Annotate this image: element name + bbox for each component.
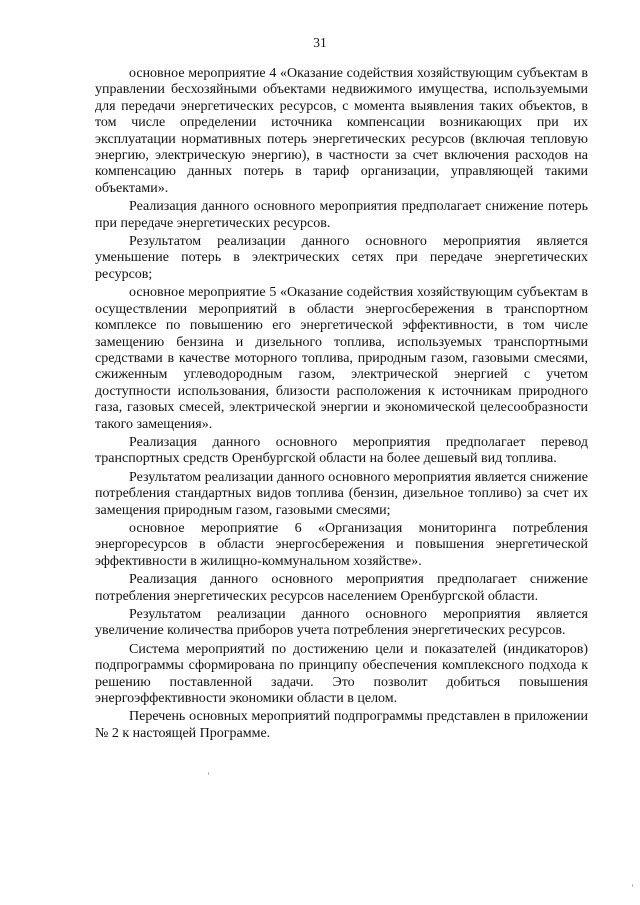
paragraph-measure-4-implementation: Реализация данного основного мероприятия предполагает снижение потерь при передаче энергетических ресурсов. [95, 199, 588, 231]
paragraph-system-of-measures: Система мероприятий по достижению цели и показателей (индикаторов) подпрограммы сформирована по принципу обеспечения комплексного подхода к решению поставленной задачи. Это позволит добиться повышения энергоэффективности экономики области в целом. [95, 641, 588, 707]
paragraph-measure-6-result: Результатом реализации данного основного мероприятия является увеличение количества приборов учета потребления энергетических ресурсов. [95, 607, 588, 639]
paragraph-measure-5-implementation: Реализация данного основного мероприятия предполагает перевод транспортных средств Оренбургской области на более дешевый вид топлива. [95, 434, 588, 467]
paragraph-measure-5-result: Результатом реализации данного основного мероприятия является снижение потребления стандартных видов топлива (бензин, дизельное топливо) за счет их замещения природным газом, газовыми смесями; [95, 469, 588, 518]
scan-speck [208, 772, 209, 775]
paragraph-measure-6-implementation: Реализация данного основного мероприятия предполагает снижение потребления энергетических ресурсов населением Оренбургской области. [95, 572, 588, 604]
paragraph-list-of-measures: Перечень основных мероприятий подпрограммы представлен в приложении № 2 к настоящей Программе. [95, 709, 588, 741]
page-number: 31 [313, 35, 327, 50]
paragraph-measure-4-result: Результатом реализации данного основного мероприятия является уменьшение потерь в электрических сетях при передаче энергетических ресурсов; [95, 234, 588, 282]
document-body [95, 66, 588, 742]
scan-speck [632, 884, 633, 887]
paragraph-measure-5: основное мероприятие 5 «Оказание содействия хозяйствующим субъектам в осуществлении мероприятий в области энергосбережения в транспортном комплексе по повышению его энергетической эффективности, в том числе замещению бензина и дизельного топлива, используемых транспортными средствами в качестве моторного топлива, природным газом, газовыми смесями, сжиженным углеводородным газом, электрической энергией с учетом доступности использования, близости расположения к источникам природного газа, газовых смесей, электрической энергии и экономической целесообразности такого замещения». [95, 285, 588, 432]
paragraph-measure-6: основное мероприятие 6 «Организация мониторинга потребления энергоресурсов в области энергосбережения и повышения энергетической эффективности в жилищно-коммунальном хозяйстве». [95, 520, 588, 569]
paragraph-measure-4: основное мероприятие 4 «Оказание содействия хозяйствующим субъектам в управлении бесхозяйными объектами недвижимого имущества, используемыми для передачи энергетических ресурсов, с момента выявления таких объектов, в том числе определении источника компенсации возникающих при их эксплуатации нормативных потерь энергетических ресурсов (включая тепловую энергию, электрическую энергию), в частности за счет включения расходов на компенсацию данных потерь в тариф организации, управляющей такими объектами». [95, 66, 588, 196]
